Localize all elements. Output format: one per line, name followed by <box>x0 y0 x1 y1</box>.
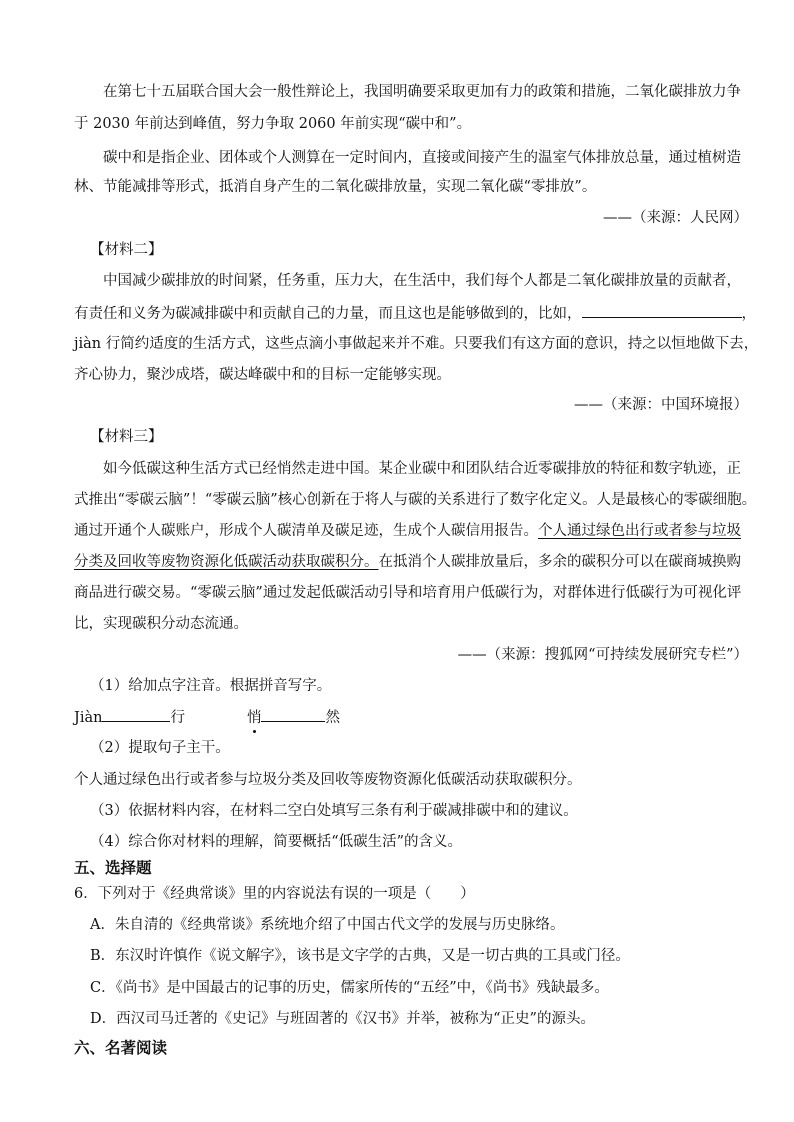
material3-line3-text: 通过开通个人碳账户，形成个人碳清单及碳足迹，生成个人碳信用报告。 <box>74 523 538 539</box>
question1-items <box>74 706 340 728</box>
material3-line5: 商品进行碳交易。“零碳云脑”通过发起低碳活动引导和培育用户低碳行为，对群体进行低碳行为可视化评 <box>74 585 742 601</box>
material2-line4: 齐心协力，聚沙成塔，碳达峰碳中和的目标一定能够实现。 <box>74 367 451 383</box>
material2-line2 <box>74 302 756 324</box>
question1-prompt: （1）给加点字注音。根据拼音写字。 <box>90 678 332 694</box>
option-b[interactable]: B．东汉时许慎作《说文解字》，该书是文字学的古典，又是一切古典的工具或门径。 <box>90 948 630 964</box>
section6-heading: 六、名著阅读 <box>74 1039 168 1057</box>
pinyin-blank[interactable] <box>261 706 325 722</box>
material3-underlined-sentence-part2: 分类及回收等废物资源化低碳活动获取碳积分。 <box>74 554 379 570</box>
question4-prompt: （4）综合你对材料的理解，简要概括“低碳生活”的含义。 <box>90 834 463 850</box>
material1-paragraph2-line1: 碳中和是指企业、团体或个人测算在一定时间内，直接或间接产生的温室气体排放总量，通过植树造 <box>103 150 741 166</box>
material1-source: ——（来源：人民网） <box>603 210 748 226</box>
material1-paragraph2-line2: 林、节能减排等形式，抵消自身产生的二氧化碳排放量，实现二氧化碳“零排放”。 <box>74 179 597 195</box>
material2-line2-end: ， <box>741 306 756 322</box>
material2-line1: 中国减少碳排放的时间紧，任务重，压力大，在生活中，我们每个人都是二氧化碳排放量的贡献者， <box>103 273 741 289</box>
material2-line2-text: 有责任和义务为碳减排碳中和贡献自己的力量，而且这也是能够做到的，比如， <box>74 306 582 322</box>
material2-source: ——（来源：中国环境报） <box>574 397 748 413</box>
dotted-char-qiao: 悄 <box>246 710 262 726</box>
write-character-blank[interactable] <box>102 706 170 722</box>
question3-prompt: （3）依据材料内容，在材料二空白处填写三条有利于碳减排碳中和的建议。 <box>90 803 578 819</box>
material3-line6: 比，实现碳积分动态流通。 <box>74 616 248 632</box>
char-ran: 然 <box>325 710 340 726</box>
option-d[interactable]: D．西汉司马迁著的《史记》与班固著的《汉书》并举，被称为“正史”的源头。 <box>90 1011 595 1027</box>
material3-title: 【材料三】 <box>90 429 163 445</box>
question2-sentence: 个人通过绿色出行或者参与垃圾分类及回收等废物资源化低碳活动获取碳积分。 <box>74 772 582 788</box>
material3-line2: 式推出“零碳云脑”！“零碳云脑”核心创新在于将人与碳的关系进行了数字化定义。人是最核心的零碳细胞。 <box>74 492 757 508</box>
section5-heading: 五、选择题 <box>74 859 152 877</box>
option-c[interactable]: C．《尚书》是中国最古的记事的历史，儒家所传的“五经”中，《尚书》残缺最多。 <box>90 980 609 996</box>
question2-prompt: （2）提取句子主干。 <box>90 740 230 756</box>
material2-title: 【材料二】 <box>90 242 163 258</box>
option-a[interactable]: A．朱自清的《经典常谈》系统地介绍了中国古代文学的发展与历史脉络。 <box>90 917 565 933</box>
material3-line3 <box>74 521 741 541</box>
material2-suggestion-blank[interactable] <box>582 302 742 318</box>
material3-source: ——（来源：搜狐网“可持续发展研究专栏”） <box>457 647 748 663</box>
material1-paragraph1-line1: 在第七十五届联合国大会一般性辩论上，我国明确要采取更加有力的政策和措施，二氧化碳排放力争 <box>103 84 741 100</box>
pinyin-jian: Jiàn <box>74 710 103 726</box>
material2-line3: jiàn 行简约适度的生活方式，这些点滴小事做起来并不难。只要我们有这方面的意识，持之以恒地做下去， <box>74 336 759 352</box>
question6-stem: 6．下列对于《经典常谈》里的内容说法有误的一项是（ ） <box>74 886 475 902</box>
material3-line4-text: 在抵消个人碳排放量后，多余的碳积分可以在碳商城换购 <box>378 554 741 570</box>
material1-paragraph1-line2: 于 2030 年前达到峰值，努力争取 2060 年前实现“碳中和”。 <box>74 116 472 132</box>
material3-underlined-sentence-part1: 个人通过绿色出行或者参与垃圾 <box>538 523 741 539</box>
char-xing: 行 <box>170 710 185 726</box>
material3-line1: 如今低碳这种生活方式已经悄然走进中国。某企业碳中和团队结合近零碳排放的特征和数字轨迹，正 <box>103 461 741 477</box>
material3-line4 <box>74 552 741 572</box>
